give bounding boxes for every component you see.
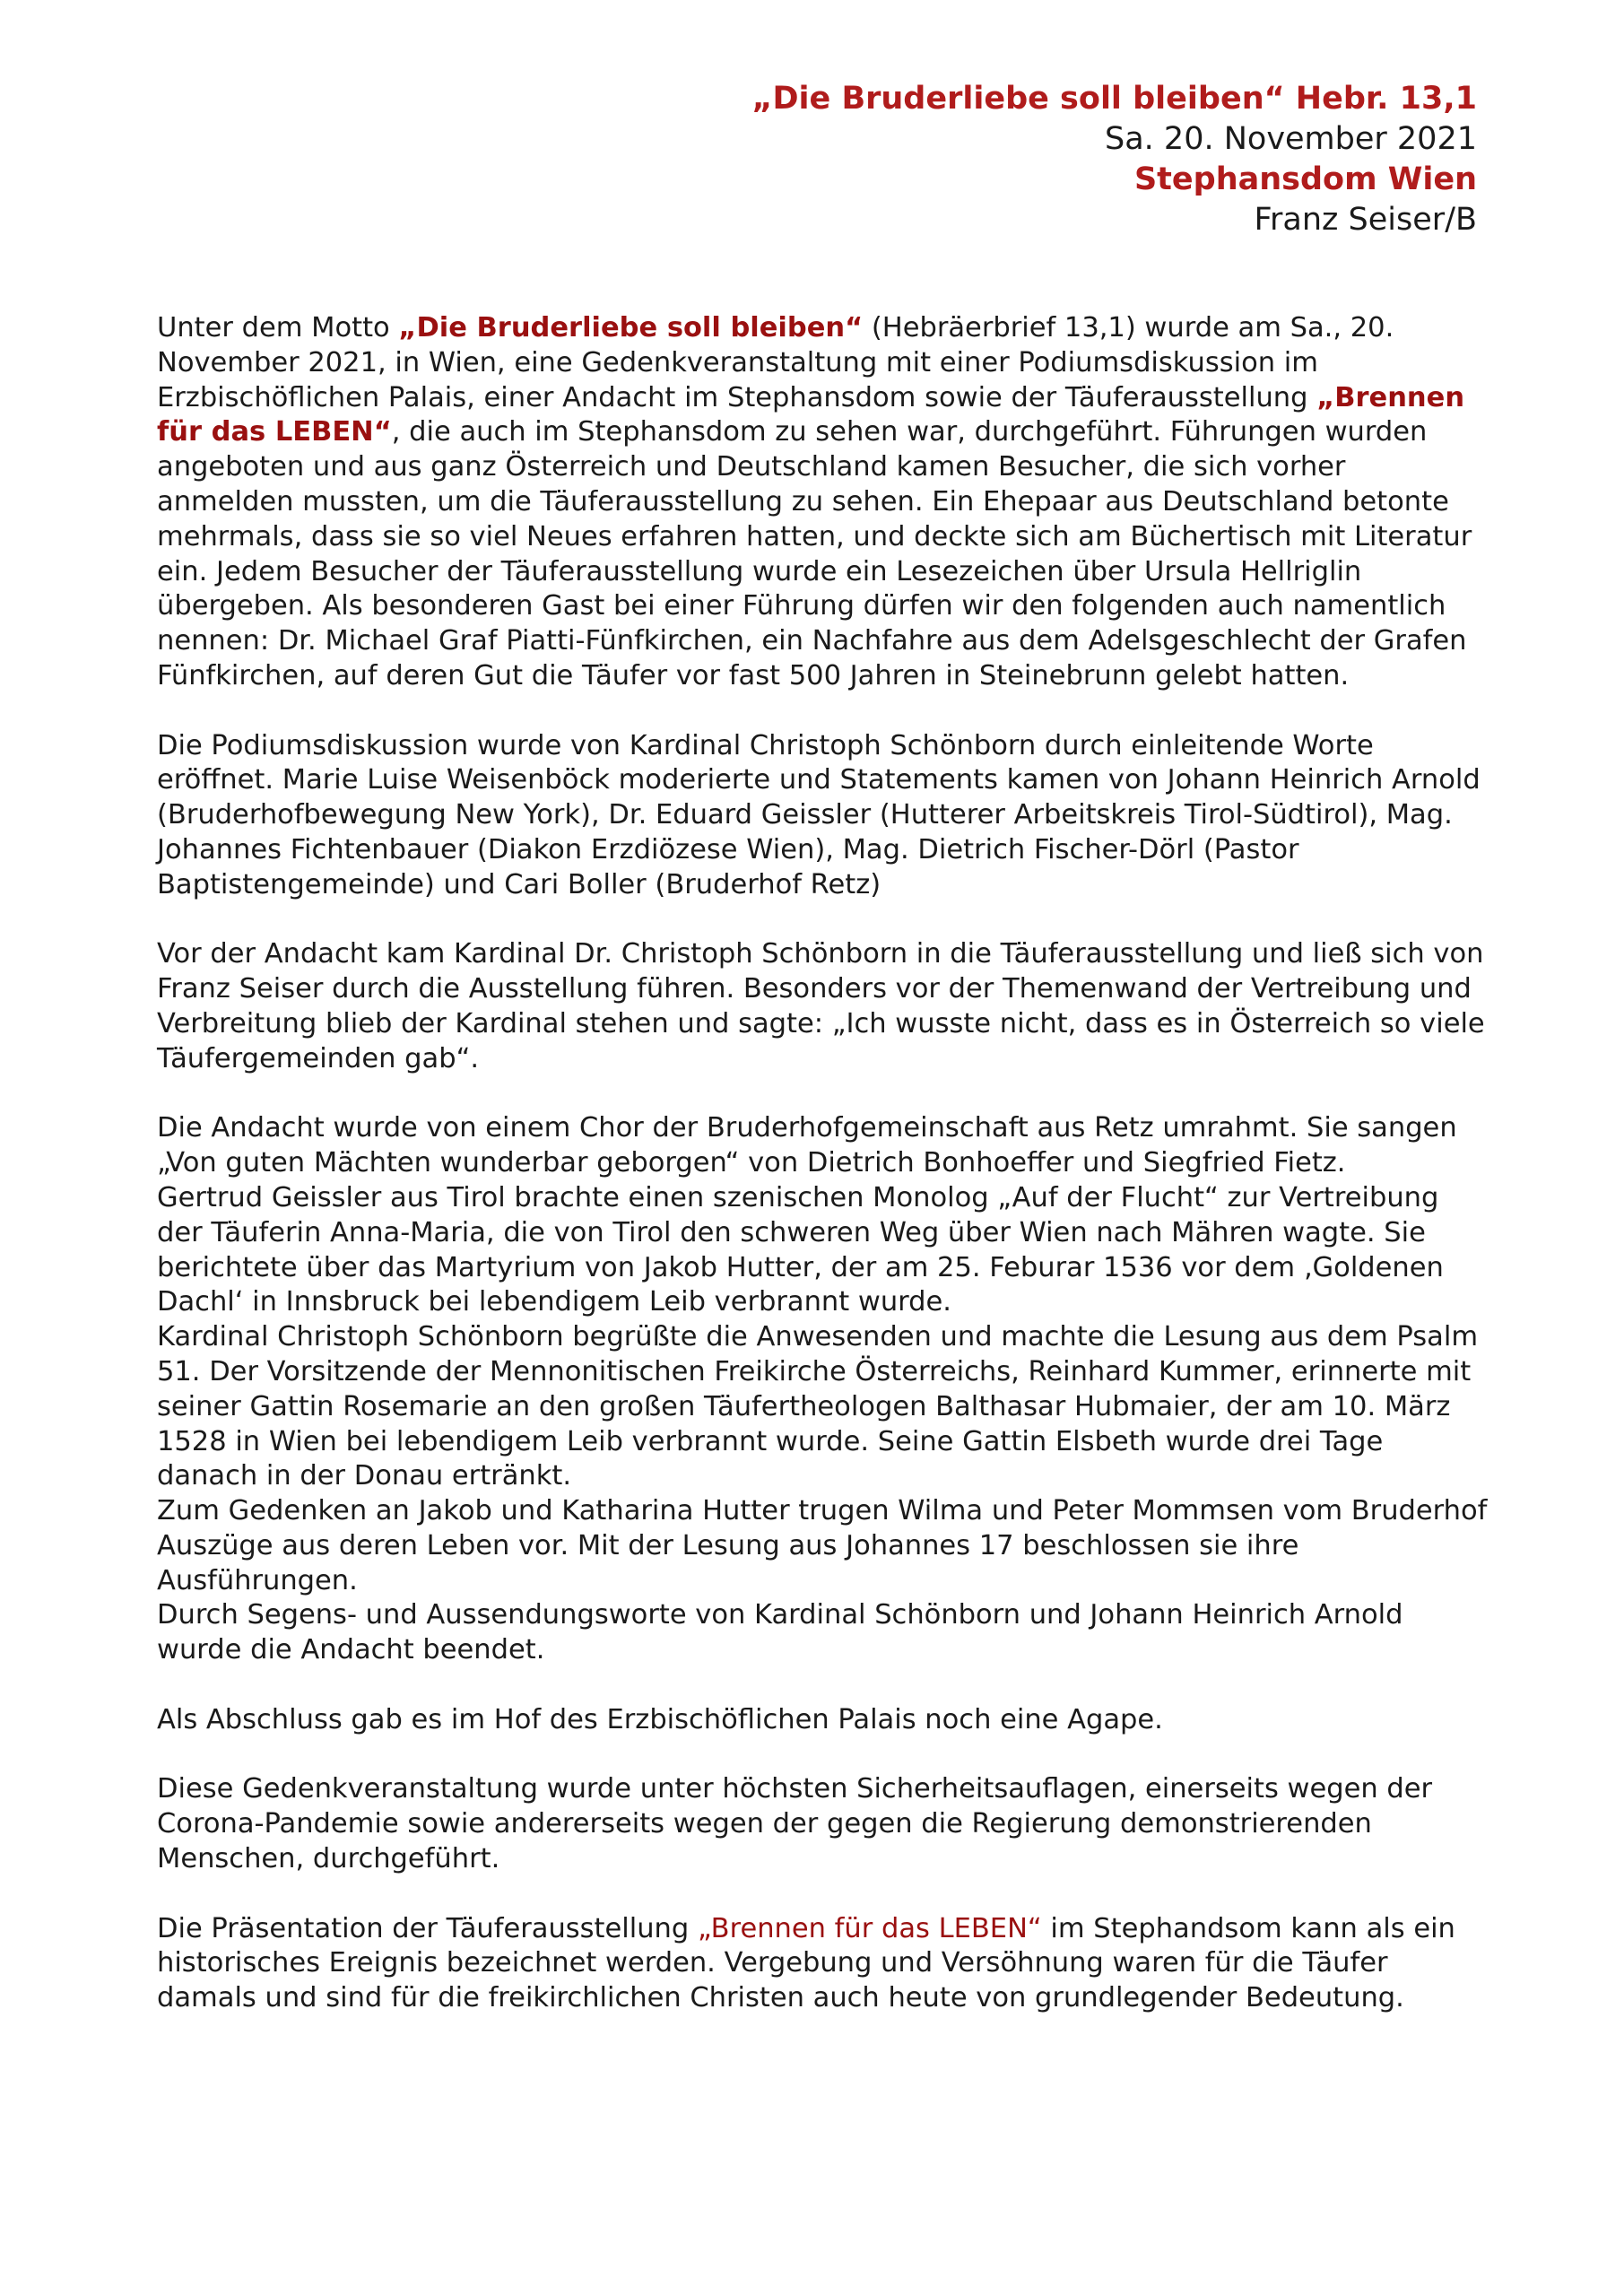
- header-date: Sa. 20. November 2021: [1105, 121, 1477, 157]
- text-run: (Hebräerbrief 13,1) wurde am Sa., 20.: [863, 312, 1394, 344]
- text-line: 51. Der Vorsitzende der Mennonitischen Freikirche Österreichs, Reinhard Kummer, erinnerte mit: [157, 1355, 1472, 1387]
- text-run: Erzbischöflichen Palais, einer Andacht im Stephansdom sowie der Täuferausstellung: [157, 381, 1317, 413]
- article-body: [157, 311, 1502, 2051]
- text-line: damals und sind für die freikirchlichen Christen auch heute von grundlegender Bedeutung.: [157, 1982, 1404, 2014]
- text-line: Dachl‘ in Innsbruck bei lebendigem Leib verbrannt wurde.: [157, 1286, 952, 1318]
- text-line: anmelden mussten, um die Täuferausstellung zu sehen. Ein Ehepaar aus Deutschland betonte: [157, 485, 1449, 517]
- text-line: nennen: Dr. Michael Graf Piatti-Fünfkirchen, ein Nachfahre aus dem Adelsgeschlecht der Grafen: [157, 625, 1467, 657]
- text-line: Vor der Andacht kam Kardinal Dr. Christoph Schönborn in die Täuferausstellung und ließ sich von: [157, 938, 1484, 970]
- text-line: Johannes Fichtenbauer (Diakon Erzdiözese Wien), Mag. Dietrich Fischer-Dörl (Pastor: [157, 833, 1299, 865]
- text-line: angeboten und aus ganz Österreich und Deutschland kamen Besucher, die sich vorher: [157, 451, 1346, 483]
- text-line: berichtete über das Martyrium von Jakob Hutter, der am 25. Feburar 1536 vor dem ‚Goldenen: [157, 1251, 1444, 1283]
- paragraph-panel-discussion: [157, 729, 1502, 903]
- text-line: Die Podiumsdiskussion wurde von Kardinal Christoph Schönborn durch einleitende Worte: [157, 729, 1374, 761]
- text-line: [157, 1912, 1502, 1947]
- motto-highlight: „Die Bruderliebe soll bleiben“: [398, 312, 864, 344]
- text-line: Menschen, durchgeführt.: [157, 1843, 500, 1875]
- text-line: 1528 in Wien bei lebendigem Leib verbrannt wurde. Seine Gattin Elsbeth wurde drei Tage: [157, 1425, 1384, 1457]
- text-line: (Bruderhofbewegung New York), Dr. Eduard Geissler (Hutterer Arbeitskreis Tirol-Südtirol), Mag.: [157, 799, 1453, 831]
- text-line: Täufergemeinden gab“.: [157, 1042, 480, 1074]
- paragraph-intro: [157, 311, 1502, 694]
- text-line: November 2021, in Wien, eine Gedenkveranstaltung mit einer Podiumsdiskussion im: [157, 346, 1318, 378]
- text-line: [157, 311, 1502, 346]
- paragraph-security: [157, 1772, 1502, 1876]
- text-line: „Von guten Mächten wunderbar geborgen“ von Dietrich Bonhoeffer und Siegfried Fietz.: [157, 1147, 1346, 1179]
- text-line: Corona-Pandemie sowie andererseits wegen der gegen die Regierung demonstrierenden: [157, 1808, 1372, 1840]
- text-run: Die Präsentation der Täuferausstellung: [157, 1912, 698, 1944]
- text-line: eröffnet. Marie Luise Weisenböck moderierte und Statements kamen von Johann Heinrich Arnold: [157, 764, 1481, 796]
- paragraph-conclusion: [157, 1912, 1502, 2016]
- text-line: Kardinal Christoph Schönborn begrüßte die Anwesenden und machte die Lesung aus dem Psalm: [157, 1321, 1479, 1353]
- text-line: Die Andacht wurde von einem Chor der Bruderhofgemeinschaft aus Retz umrahmt. Sie sangen: [157, 1112, 1457, 1144]
- text-line: Baptistengemeinde) und Cari Boller (Bruderhof Retz): [157, 868, 881, 900]
- text-line: wurde die Andacht beendet.: [157, 1634, 545, 1666]
- header-author: Franz Seiser/B: [1254, 202, 1477, 238]
- text-line: Ausführungen.: [157, 1564, 358, 1596]
- text-line: seiner Gattin Rosemarie an den großen Täufertheologen Balthasar Hubmaier, der am 10. März: [157, 1390, 1451, 1422]
- text-line: danach in der Donau ertränkt.: [157, 1460, 572, 1492]
- text-line: ein. Jedem Besucher der Täuferausstellung wurde ein Lesezeichen über Ursula Hellriglin: [157, 555, 1362, 587]
- paragraph-devotion: [157, 1111, 1502, 1668]
- text-line: Franz Seiser durch die Ausstellung führen. Besonders vor der Themenwand der Vertreibung und: [157, 973, 1472, 1005]
- header-place: Stephansdom Wien: [1133, 161, 1477, 197]
- paragraph-agape: [157, 1703, 1502, 1738]
- text-line: Gertrud Geissler aus Tirol brachte einen szenischen Monolog „Auf der Flucht“ zur Vertreibung: [157, 1181, 1439, 1213]
- text-line: Verbreitung blieb der Kardinal stehen und sagte: „Ich wusste nicht, dass es in Österreich so viele: [157, 1007, 1485, 1039]
- exhibition-title-highlight: für das LEBEN“: [157, 416, 392, 448]
- text-line: Fünfkirchen, auf deren Gut die Täufer vor fast 500 Jahren in Steinebrunn gelebt hatten.: [157, 659, 1350, 691]
- text-line: mehrmals, dass sie so viel Neues erfahren hatten, und deckte sich am Büchertisch mit Literatur: [157, 520, 1472, 552]
- text-line: [157, 415, 1502, 450]
- text-run: im Stephandsom kann als ein: [1041, 1912, 1455, 1944]
- text-line: der Täuferin Anna-Maria, die von Tirol den schweren Weg über Wien nach Mähren wagte. Sie: [157, 1216, 1426, 1248]
- text-line: [157, 381, 1502, 416]
- text-line: Diese Gedenkveranstaltung wurde unter höchsten Sicherheitsauflagen, einerseits wegen der: [157, 1773, 1433, 1805]
- text-line: Auszüge aus deren Leben vor. Mit der Lesung aus Johannes 17 beschlossen sie ihre: [157, 1529, 1299, 1561]
- exhibition-title-highlight: „Brennen für das LEBEN“: [697, 1912, 1042, 1944]
- header-title: „Die Bruderliebe soll bleiben“ Hebr. 13,1: [751, 81, 1477, 117]
- document-header: [751, 79, 1477, 240]
- text-line: übergeben. Als besonderen Gast bei einer Führung dürfen wir den folgenden auch namentlich: [157, 590, 1446, 622]
- text-line: Als Abschluss gab es im Hof des Erzbischöflichen Palais noch eine Agape.: [157, 1703, 1163, 1735]
- paragraph-cardinal-visit: [157, 937, 1502, 1076]
- text-line: Zum Gedenken an Jakob und Katharina Hutter trugen Wilma und Peter Mommsen vom Bruderhof: [157, 1495, 1488, 1527]
- text-line: historisches Ereignis bezeichnet werden. Vergebung und Versöhnung waren für die Täufer: [157, 1947, 1388, 1979]
- exhibition-title-highlight: „Brennen: [1316, 381, 1465, 413]
- text-run: Unter dem Motto: [157, 312, 399, 344]
- text-run: , die auch im Stephansdom zu sehen war, durchgeführt. Führungen wurden: [391, 416, 1428, 448]
- text-line: Durch Segens- und Aussendungsworte von Kardinal Schönborn und Johann Heinrich Arnold: [157, 1599, 1403, 1631]
